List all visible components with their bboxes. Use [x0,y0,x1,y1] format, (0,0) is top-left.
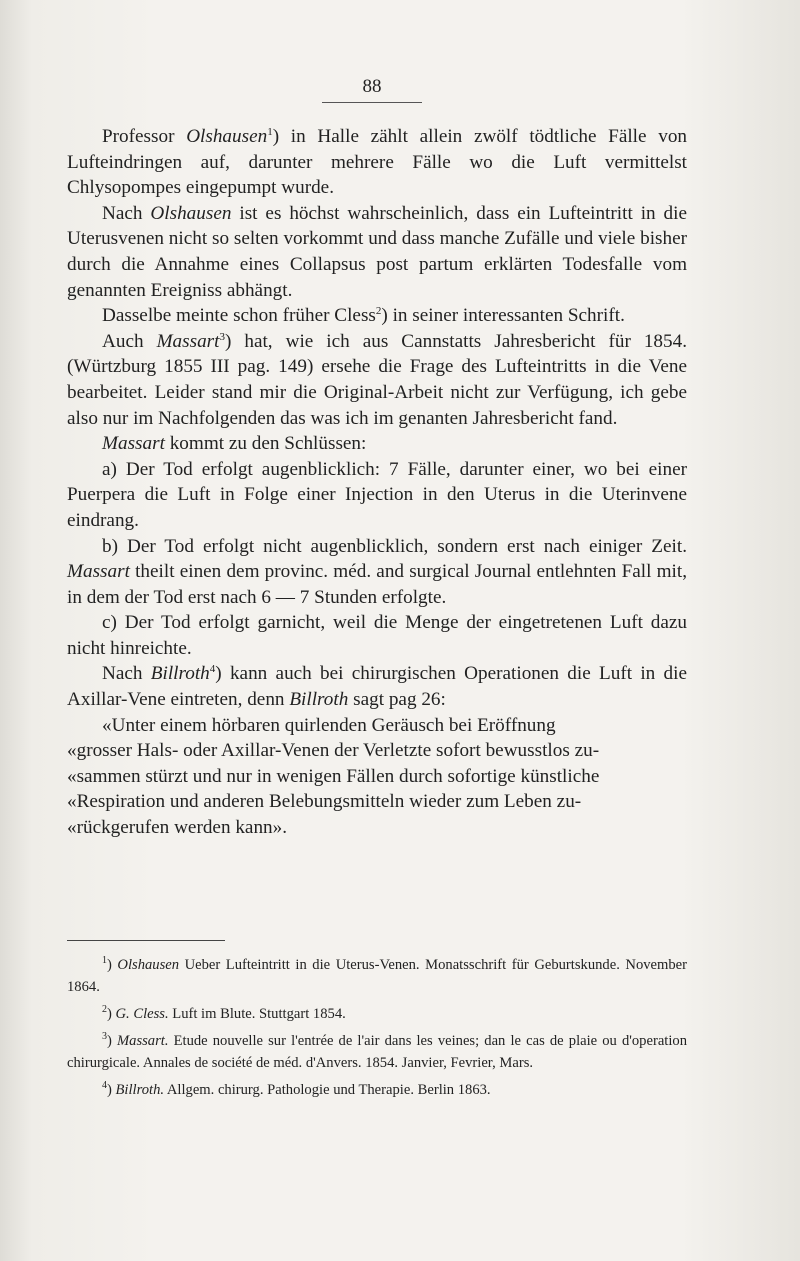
paragraph: Dasselbe meinte schon früher Cless$^2$) in seiner interessanten Schrift. [102,305,625,327]
quote-line: «Respiration und anderen Belebungsmitteln wieder zum Leben zu- [67,791,582,813]
footnote-rule [67,940,225,941]
body-text [67,124,687,841]
footnote: $^2$) G. Cless. Luft im Blute. Stuttgart 1854. [102,1004,346,1022]
list-item: a) Der Tod erfolgt augenblicklich: 7 Fälle, darunter einer, wo bei einer Puerpera die Luft in Folge einer Injection in den Uterus in die Uterinvene eindrang. [67,458,687,531]
paragraph: Auch Massart$^3$) hat, wie ich aus Cannstatts Jahresbericht für 1854. (Würtzburg 1855 III pag. 149) ersehe die Frage des Lufteintritts in die Vene bearbeitet. Leider stand mir die Original-Arbeit nicht zur Verfügung, ich gebe also nur im Nachfolgenden das was ich im genanten Jahresbericht fand. [67,330,688,429]
page-number-rule [322,102,422,103]
paragraph: Professor Olshausen$^1$) in Halle zählt allein zwölf tödtliche Fälle von Lufteindringen auf, darunter mehrere Fälle wo die Luft vermittelst Chlysopompes eingepumpt wurde. [67,126,688,199]
list-item: c) Der Tod erfolgt garnicht, weil die Menge der eingetretenen Luft dazu nicht hinreichte. [67,612,687,659]
footnote: $^1$) Olshausen Ueber Lufteintritt in die Uterus-Venen. Monatsschrift für Geburtskunde. November 1864. [67,955,687,995]
paragraph: Nach Billroth$^4$) kann auch bei chirurgischen Operationen die Luft in die Axillar-Vene eintreten, denn Billroth sagt pag 26: [67,663,687,711]
list-item: b) Der Tod erfolgt nicht augenblicklich, sondern erst nach einiger Zeit. Massart theilt einen dem provinc. méd. and surgical Journal entlehnten Fall mit, in dem der Tod erst nach 6 — 7 Stunden erfolgte. [67,535,687,608]
quote-line: «rückgerufen werden kann». [67,817,288,839]
footnote: $^4$) Billroth. Allgem. chirurg. Pathologie und Therapie. Berlin 1863. [102,1080,491,1098]
footnote: $^3$) Massart. Etude nouvelle sur l'entrée de l'air dans les veines; dan le cas de plaie ou d'operation chirurgicale. Annales de société de méd. d'Anvers. 1854. Janvier, Fevrier, Mars. [67,1031,687,1071]
paragraph: Massart kommt zu den Schlüssen: [102,433,367,455]
page-number: 88 [362,76,382,97]
quote-line: «Unter einem hörbaren quirlenden Geräusch bei Eröffnung [102,714,556,736]
footnotes [67,954,687,1106]
quote-line: «sammen stürzt und nur in wenigen Fällen durch sofortige künstliche [67,765,600,787]
paragraph: Nach Olshausen ist es höchst wahrscheinlich, dass ein Lufteintritt in die Uterusvenen nicht so selten vorkommt und dass manche Zufälle und viele bisher durch die Annahme eines Collapsus post partum erklärten Todesfalle vom genannten Ereigniss abhängt. [67,202,687,301]
quote-line: «grosser Hals- oder Axillar-Venen der Verletzte sofort bewusstlos zu- [67,740,600,762]
